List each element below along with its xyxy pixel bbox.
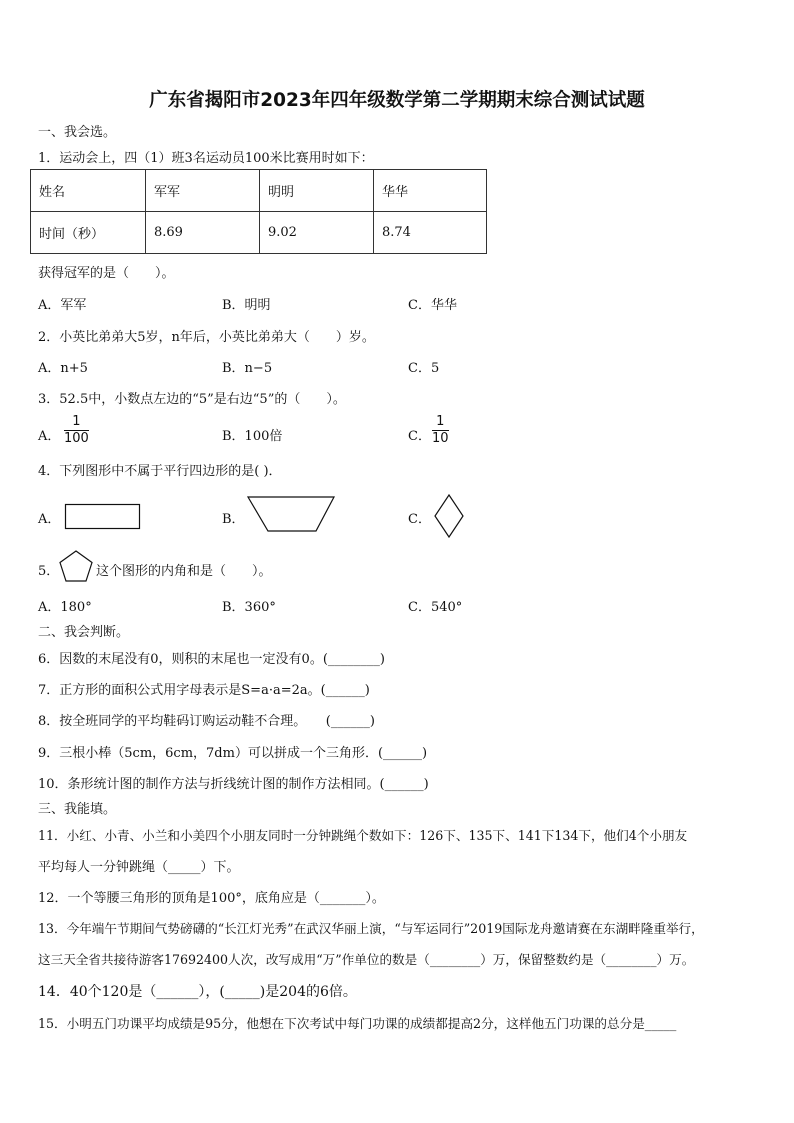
trapezoid-shape-icon [246, 495, 336, 533]
judge-question-6: 6．因数的末尾没有0，则积的末尾也一定没有0。(________) [38, 652, 385, 667]
question-1-prompt: 获得冠军的是（ ）。 [38, 266, 175, 281]
pentagon-shape-icon [58, 549, 94, 583]
q3-option-a-label: A． [38, 429, 61, 444]
question-3-text: 3．52.5中，小数点左边的“5”是右边“5”的（ ）。 [38, 392, 346, 407]
fraction-numerator: 1 [64, 414, 89, 431]
fraction-denominator: 10 [432, 431, 449, 446]
q4-option-c-label: C． [408, 512, 431, 527]
race-time-table [30, 169, 487, 254]
q5-option-a: A．180° [38, 600, 92, 615]
q4-option-a-label: A． [38, 512, 61, 527]
q4-option-b-label: B． [222, 512, 245, 527]
q5-option-c: C．540° [408, 600, 463, 615]
q1-option-b: B．明明 [222, 298, 271, 313]
fill-question-11-line2: 平均每人一分钟跳绳（_____）下。 [38, 860, 240, 875]
q3-option-c-fraction [432, 414, 449, 447]
fill-question-13-line1: 13．今年端午节期间气势磅礴的“长江灯光秀”在武汉华丽上演，“与军运同行”2019国际龙舟邀请赛在东湖畔隆重举行， [38, 921, 704, 936]
q3-option-a-fraction [64, 414, 89, 447]
page-title: 广东省揭阳市2023年四年级数学第二学期期末综合测试试题 [149, 90, 645, 111]
q1-option-a: A．军军 [38, 298, 87, 313]
rhombus-shape-icon [433, 493, 465, 539]
fill-question-12: 12．一个等腰三角形的顶角是100°，底角应是（_______）。 [38, 891, 385, 906]
fraction-numerator: 1 [432, 414, 449, 431]
table-cell: 8.69 [146, 212, 260, 254]
question-2-text: 2．小英比弟弟大5岁，n年后，小英比弟弟大（ ）岁。 [38, 330, 375, 345]
q5-option-b: B．360° [222, 600, 276, 615]
fill-question-11-line1: 11．小红、小青、小兰和小美四个小朋友同时一分钟跳绳个数如下：126下、135下、141下134下，他们4个小朋友 [38, 828, 688, 843]
judge-question-7: 7．正方形的面积公式用字母表示是S=a·a=2a。(______) [38, 683, 370, 698]
fill-question-14: 14．40个120是（______），(_____)是204的6倍。 [38, 984, 357, 1000]
question-5-number: 5． [38, 564, 60, 579]
table-cell: 明明 [260, 170, 374, 212]
q2-option-c: C．5 [408, 361, 440, 376]
table-cell: 姓名 [31, 170, 146, 212]
section-choice-heading: 一、我会选。 [38, 125, 117, 140]
fraction-denominator: 100 [64, 431, 89, 446]
table-cell: 9.02 [260, 212, 374, 254]
table-row [31, 212, 487, 254]
q1-option-c: C．华华 [408, 298, 457, 313]
fill-question-13-line2: 这三天全省共接待游客17692400人次，改写成用“万”作单位的数是（________）万，保留整数约是（________）万。 [38, 952, 695, 967]
table-cell: 8.74 [374, 212, 487, 254]
section-judge-heading: 二、我会判断。 [38, 625, 130, 640]
question-5-text: 这个图形的内角和是（ ）。 [96, 564, 272, 579]
q3-option-b: B．100倍 [222, 429, 283, 444]
question-4-text: 4．下列图形中不属于平行四边形的是( )． [38, 464, 282, 479]
section-fill-heading: 三、我能填。 [38, 802, 117, 817]
question-1-text: 1．运动会上，四（1）班3名运动员100米比赛用时如下： [38, 151, 374, 166]
judge-question-8: 8．按全班同学的平均鞋码订购运动鞋不合理。 (______) [38, 714, 375, 729]
judge-question-10: 10．条形统计图的制作方法与折线统计图的制作方法相同。(______) [38, 777, 429, 792]
judge-question-9: 9．三根小棒（5cm，6cm，7dm）可以拼成一个三角形．(______) [38, 746, 428, 761]
table-cell: 时间（秒） [31, 212, 146, 254]
table-cell: 军军 [146, 170, 260, 212]
q2-option-a: A．n+5 [38, 361, 88, 376]
table-row [31, 170, 487, 212]
fill-question-15: 15．小明五门功课平均成绩是95分，他想在下次考试中每门功课的成绩都提高2分，这样他五门功课的总分是_____ [38, 1016, 677, 1031]
q3-option-c-label: C． [408, 429, 431, 444]
rectangle-shape-icon [64, 503, 142, 531]
table-cell: 华华 [374, 170, 487, 212]
q2-option-b: B．n−5 [222, 361, 273, 376]
